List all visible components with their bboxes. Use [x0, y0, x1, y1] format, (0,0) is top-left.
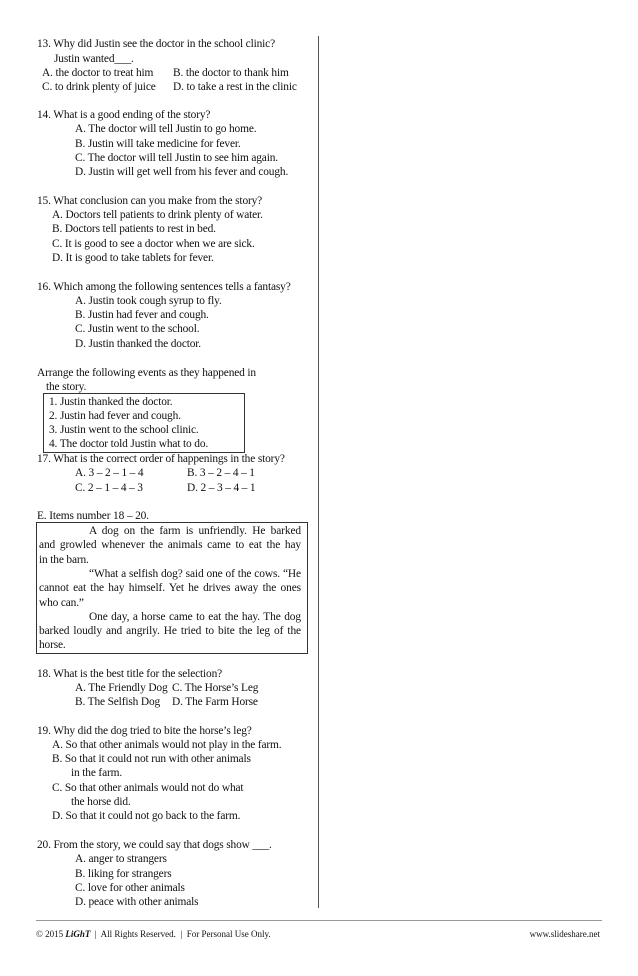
- q20-question: 20. From the story, we could say that dogs show ___.: [37, 839, 272, 851]
- footer-site-link[interactable]: www.slideshare.net: [529, 929, 600, 939]
- q15-option-c: C. It is good to see a doctor when we are sick.: [52, 238, 255, 250]
- q15-question: 15. What conclusion can you make from the story?: [37, 195, 263, 207]
- section-heading: E. Items number 18 – 20.: [37, 510, 149, 522]
- q16-option-b: B. Justin had fever and cough.: [75, 309, 209, 321]
- q18-option-b: B. The Selfish Dog: [75, 696, 161, 708]
- passage-line: horse.: [39, 639, 66, 651]
- q17-option-b: B. 3 – 2 – 4 – 1: [187, 467, 255, 479]
- q14-option-b: B. Justin will take medicine for fever.: [75, 138, 241, 150]
- q19-option-b-cont: in the farm.: [71, 767, 123, 779]
- passage-line: and growled whenever the animals came to eat the hay: [39, 539, 301, 551]
- q15-option-a: A. Doctors tell patients to drink plenty of water.: [52, 209, 263, 221]
- q13-option-c: C. to drink plenty of juice: [42, 81, 156, 93]
- q20-option-d: D. peace with other animals: [75, 896, 199, 908]
- q19-option-d: D. So that it could not go back to the farm.: [52, 810, 241, 822]
- q18-option-c: C. The Horse’s Leg: [172, 682, 259, 694]
- footer-copyright: [36, 929, 271, 940]
- q18-option-d: D. The Farm Horse: [172, 696, 258, 708]
- passage-line: “What a selfish dog? said one of the cows. “He: [89, 568, 301, 580]
- footer-rule: [36, 920, 602, 921]
- q14-option-d: D. Justin will get well from his fever and cough.: [75, 166, 289, 178]
- q15-option-b: B. Doctors tell patients to rest in bed.: [52, 223, 216, 235]
- passage-line: who can.”: [39, 597, 84, 609]
- q19-option-c: C. So that other animals would not do what: [52, 782, 244, 794]
- copyright-text: © 2015: [36, 929, 66, 939]
- q20-option-a: A. anger to strangers: [75, 853, 167, 865]
- passage-line: in the barn.: [39, 554, 89, 566]
- q17-option-d: D. 2 – 3 – 4 – 1: [187, 482, 256, 494]
- q18-question: 18. What is the best title for the selection?: [37, 668, 223, 680]
- passage-line: cannot eat the hay himself. Yet he drives away the ones: [39, 582, 301, 594]
- column-divider: [318, 36, 319, 908]
- q19-question: 19. Why did the dog tried to bite the horse’s leg?: [37, 725, 252, 737]
- q16-question: 16. Which among the following sentences tells a fantasy?: [37, 281, 291, 293]
- q17-option-a: A. 3 – 2 – 1 – 4: [75, 467, 144, 479]
- q20-option-b: B. liking for strangers: [75, 868, 172, 880]
- q14-option-a: A. The doctor will tell Justin to go home.: [75, 123, 257, 135]
- q13-stem: Justin wanted___.: [54, 53, 134, 65]
- q15-option-d: D. It is good to take tablets for fever.: [52, 252, 214, 264]
- event-item: 1. Justin thanked the doctor.: [49, 396, 173, 408]
- q19-option-c-cont: the horse did.: [71, 796, 131, 808]
- q17-option-c: C. 2 – 1 – 4 – 3: [75, 482, 143, 494]
- event-item: 3. Justin went to the school clinic.: [49, 424, 199, 436]
- q14-option-c: C. The doctor will tell Justin to see him again.: [75, 152, 278, 164]
- event-item: 4. The doctor told Justin what to do.: [49, 438, 209, 450]
- q19-option-a: A. So that other animals would not play in the farm.: [52, 739, 282, 751]
- passage-line: barked loudly and angrily. He tried to bite the leg of the: [39, 625, 301, 637]
- q14-question: 14. What is a good ending of the story?: [37, 109, 211, 121]
- q18-option-a: A. The Friendly Dog: [75, 682, 168, 694]
- q13-option-b: B. the doctor to thank him: [173, 67, 289, 79]
- q16-option-c: C. Justin went to the school.: [75, 323, 200, 335]
- q16-option-a: A. Justin took cough syrup to fly.: [75, 295, 222, 307]
- brand-name: LiGhT: [65, 929, 91, 939]
- q17-question: 17. What is the correct order of happenings in the story?: [37, 453, 285, 465]
- q19-option-b: B. So that it could not run with other animals: [52, 753, 251, 765]
- passage-line: A dog on the farm is unfriendly. He barked: [89, 525, 301, 537]
- q13-option-a: A. the doctor to treat him: [42, 67, 154, 79]
- arrange-instruction: Arrange the following events as they happened in: [37, 367, 256, 379]
- rights-text: | All Rights Reserved. | For Personal Use Only.: [90, 929, 271, 939]
- passage-line: One day, a horse came to eat the hay. The dog: [89, 611, 301, 623]
- q13-question: 13. Why did Justin see the doctor in the school clinic?: [37, 38, 275, 50]
- arrange-instruction-cont: the story.: [46, 381, 87, 393]
- q16-option-d: D. Justin thanked the doctor.: [75, 338, 201, 350]
- q13-option-d: D. to take a rest in the clinic: [173, 81, 297, 93]
- event-item: 2. Justin had fever and cough.: [49, 410, 181, 422]
- q20-option-c: C. love for other animals: [75, 882, 185, 894]
